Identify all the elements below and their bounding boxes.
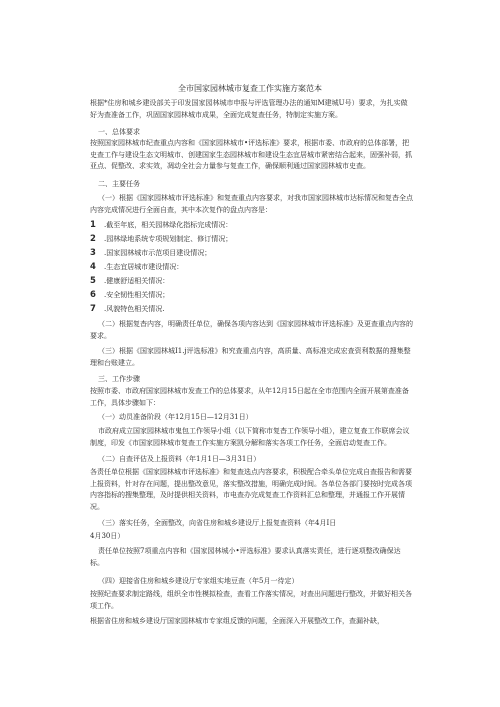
- paragraph-steps-intro: 按照市委、市政府国家园林城市发查工作的总体要求，从年12月15日起在全市范围内全面开展第查准备工作，具体步骤如下：: [90, 387, 409, 407]
- step-3-paragraph: 责任单位按照7项重点内容和《国家园林城小•评选标准》要求认真落实责任，进行逐项整改确保达标。: [90, 547, 401, 567]
- step-4-followup-paragraph: 根据省住房和城乡建设厅国家园林城市专家组反馈的问题，全面深入开展整改工作，查漏补缺，: [90, 617, 384, 625]
- step-2-heading: （二）自查评估及上报资料（年1月1日—3月31日）: [98, 455, 261, 463]
- list-item: 4 .生态宜居城市建设情况：: [90, 262, 184, 272]
- list-item: 1 .截至年底，相关园林绿化指标完成情况：: [90, 220, 233, 230]
- paragraph-task-2: （二）根据复杳内容，明确责任单位，确保各项内容达到《国家园林城市评选标准》及更查重点内容的要求。: [90, 320, 413, 340]
- section-heading-3: 三、工作步骤: [98, 375, 140, 383]
- list-item: 5 .健康舒适相关情况：: [90, 276, 170, 286]
- step-1-paragraph: 市政府成立国家园林城市鬼包工作领导小组（以下简称市复杳工作领导小组），建立复查工作联席会议制度，印发《市国家园林城市复查工作实施方案凯分解和落实各项工作任务，全面启动复查工作。: [90, 427, 410, 447]
- step-4-heading: （四）迎接省住房和城乡建设厅专家组实地豆查（年5月一待定）: [98, 577, 299, 585]
- list-item: 2 .园林绿地系统专项规划制定、修订情况；: [90, 234, 233, 244]
- paragraph-task-1: （一）根据《国家园林城市评选标准》和复查重点内容要求，对我市国家园林城市达标情况和复杳全点内容完成情况进行全面自查，其中本次复作的盘点内容是：: [90, 194, 413, 214]
- step-4-paragraph: 按照纪查要求制定路线，组织全市性模拟检查，查看工作落实情况，对查出问题进行整改，并做好相关各项工作。: [90, 590, 412, 610]
- paragraph-general: 按照国家园林城市纪查重点内容和《国家园林城市•评选标准》要求，根据市委、市政府的总体部署，把史查工作与建设生态文明城市、创建国家生态园林城市和建设生态宜居城市紧密结合起来，固强补弱，抓亚点、促整改、求实效，凋动全社会力量参与复查工作，确保顺利通过国家园林城市史查。: [90, 139, 412, 171]
- step-3-heading-continued: 4月30日）: [90, 532, 125, 540]
- intro-paragraph: 根据*住房和城乡建设部关于印发国家园林城市申报与评选管理办法的通知M建城U号）要求，为扎实做好为查准备工作，巩固国家园林城市成果，全面完成复查任务，特制定实施方案。: [90, 99, 408, 119]
- list-item: 3 .国家园林城市示范项目建设情况；: [90, 248, 212, 258]
- section-heading-2: 二、主要任务: [98, 180, 140, 188]
- step-2-paragraph: 各责任单位根据《国家园林城市评选标准》和复查选点内容要求，积极配合牵头单位完成自查报告和需要上报资料，针对存在问题，提出整改意见，落实整改措施，明确完成时间。各单位各部门要按时完成各项内容指标的搜集整理，及时提供相关资料，市电查办完成复查工作资料汇总和整理，并通报工作开展情况。: [90, 468, 412, 511]
- step-1-heading: （一）动员准备阶段（年12月15日—12月31日）: [98, 413, 253, 421]
- list-item: 6 .安全韧性相关情况；: [90, 290, 170, 300]
- paragraph-task-3: （三）根据《国家园林城I1.j评选标准》和究查重点内容，高质量、高标准完成宏查资利数据的搜集整理和台账建立。: [90, 347, 411, 367]
- document-title: 全市国家园林城市复查工作实施方案范本: [178, 84, 322, 93]
- section-heading-1: 一、总体要求: [98, 128, 140, 136]
- list-item: 7 .风貌特色相关情况.: [90, 304, 165, 314]
- step-3-heading: （三）落实任务，全面整改，向省住房和城乡建设厅上报复查资料（年4月I日: [98, 519, 337, 527]
